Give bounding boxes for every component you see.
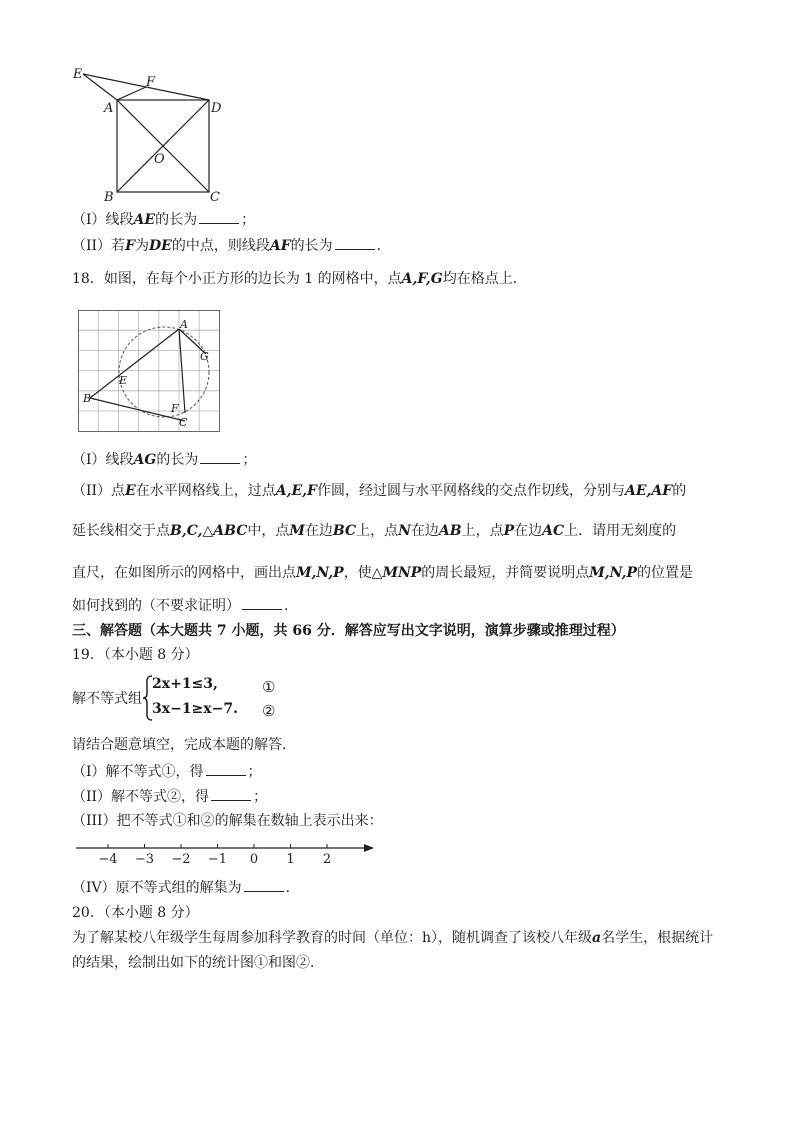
- q19-part-iii: （III）把不等式①和②的解集在数轴上表示出来：: [72, 813, 383, 829]
- axis-arrow-icon: [364, 844, 374, 852]
- q18-part-ii-line2: 延长线相交于点B,C,△ABC中，点M在边BC上，点N在边AB上，点P在边AC上．请用无刻度的: [72, 523, 677, 539]
- marker-2: ②: [262, 702, 276, 720]
- grid-lines: [78, 310, 219, 431]
- axis-tick-label: 1: [286, 852, 295, 867]
- label-c: C: [210, 190, 220, 205]
- axis-tick-label: 0: [249, 852, 259, 867]
- segment-af: [117, 87, 146, 100]
- q19-part-ii: （II）解不等式②，得 ；: [72, 786, 267, 807]
- marker-1: ①: [262, 678, 276, 696]
- axis-tick-label: −4: [98, 852, 118, 867]
- label-f: F: [171, 402, 179, 415]
- answer-blank[interactable]: [206, 761, 246, 776]
- q18-part-ii-line4: 如何找到的（不要求证明） ．: [72, 595, 298, 616]
- q18-part-i: （I）线段AG的长为 ；: [72, 449, 256, 470]
- label-b: B: [83, 392, 92, 405]
- inequality-1: 2x+1≤3,: [152, 676, 218, 692]
- axis-tick-label: −3: [134, 852, 155, 867]
- section-3-header: 三、解答题（本大题共 7 小题，共 66 分．解答应写出文字说明，演算步骤或推理过程）: [72, 623, 625, 639]
- answer-blank[interactable]: [242, 595, 282, 610]
- figure-17-square: [70, 62, 230, 207]
- answer-blank[interactable]: [199, 209, 239, 224]
- label-f: F: [146, 75, 156, 90]
- axis-tick-label: −2: [171, 852, 191, 867]
- label-a: A: [180, 318, 188, 331]
- label-d: D: [211, 101, 222, 116]
- label-e: E: [73, 67, 83, 82]
- answer-blank[interactable]: [211, 786, 251, 801]
- q18-stem: 18．如图，在每个小正方形的边长为 1 的网格中，点A,F,G均在格点上．: [72, 271, 527, 287]
- grid-border: [79, 311, 220, 432]
- axis-tick-label: −1: [207, 852, 228, 867]
- label-e: E: [119, 374, 128, 387]
- number-line: [72, 836, 382, 868]
- q20-line2: 的结果，绘制出如下的统计图①和图②．: [72, 955, 324, 971]
- q18-part-ii-line3: 直尺，在如图所示的网格中，画出点M,N,P，使△MNP的周长最短，并简要说明点M,N,P的位置是: [72, 565, 693, 581]
- q19-part-i: （I）解不等式①，得 ；: [72, 761, 262, 782]
- q20-header: 20．（本小题 8 分）: [72, 905, 199, 921]
- q19-instruction: 请结合题意填空，完成本题的解答．: [72, 737, 296, 753]
- q17-part-ii: （II）若F为DE的中点，则线段AF的长为 ．: [72, 235, 391, 256]
- q18-part-ii-line1: （II）点E在水平网格线上，过点A,E,F作圆，经过圆与水平网格线的交点作切线，分别与AE,AF的: [72, 483, 687, 499]
- q19-part-iv: （IV）原不等式组的解集为 ．: [72, 877, 300, 898]
- label-a: A: [104, 101, 114, 116]
- answer-blank[interactable]: [335, 235, 375, 250]
- label-o: O: [154, 152, 165, 167]
- answer-blank[interactable]: [244, 877, 284, 892]
- q19-lead: 解不等式组: [72, 691, 142, 707]
- inequality-2: 3x−1≥x−7.: [152, 701, 238, 717]
- answer-blank[interactable]: [200, 449, 240, 464]
- label-b: B: [104, 190, 114, 205]
- q17-part-i: （I）线段AE的长为 ；: [72, 209, 255, 230]
- label-c: C: [179, 416, 188, 429]
- q20-line1: 为了解某校八年级学生每周参加科学教育的时间（单位：h），随机调查了该校八年级a名学生，根据统计: [72, 930, 714, 946]
- segment-ab: [90, 329, 179, 398]
- segment-af-short: [179, 329, 185, 413]
- axis-tick-label: 2: [322, 852, 332, 867]
- label-g: G: [200, 350, 209, 363]
- figure-18-grid: [78, 310, 224, 436]
- q19-header: 19．（本小题 8 分）: [72, 647, 199, 663]
